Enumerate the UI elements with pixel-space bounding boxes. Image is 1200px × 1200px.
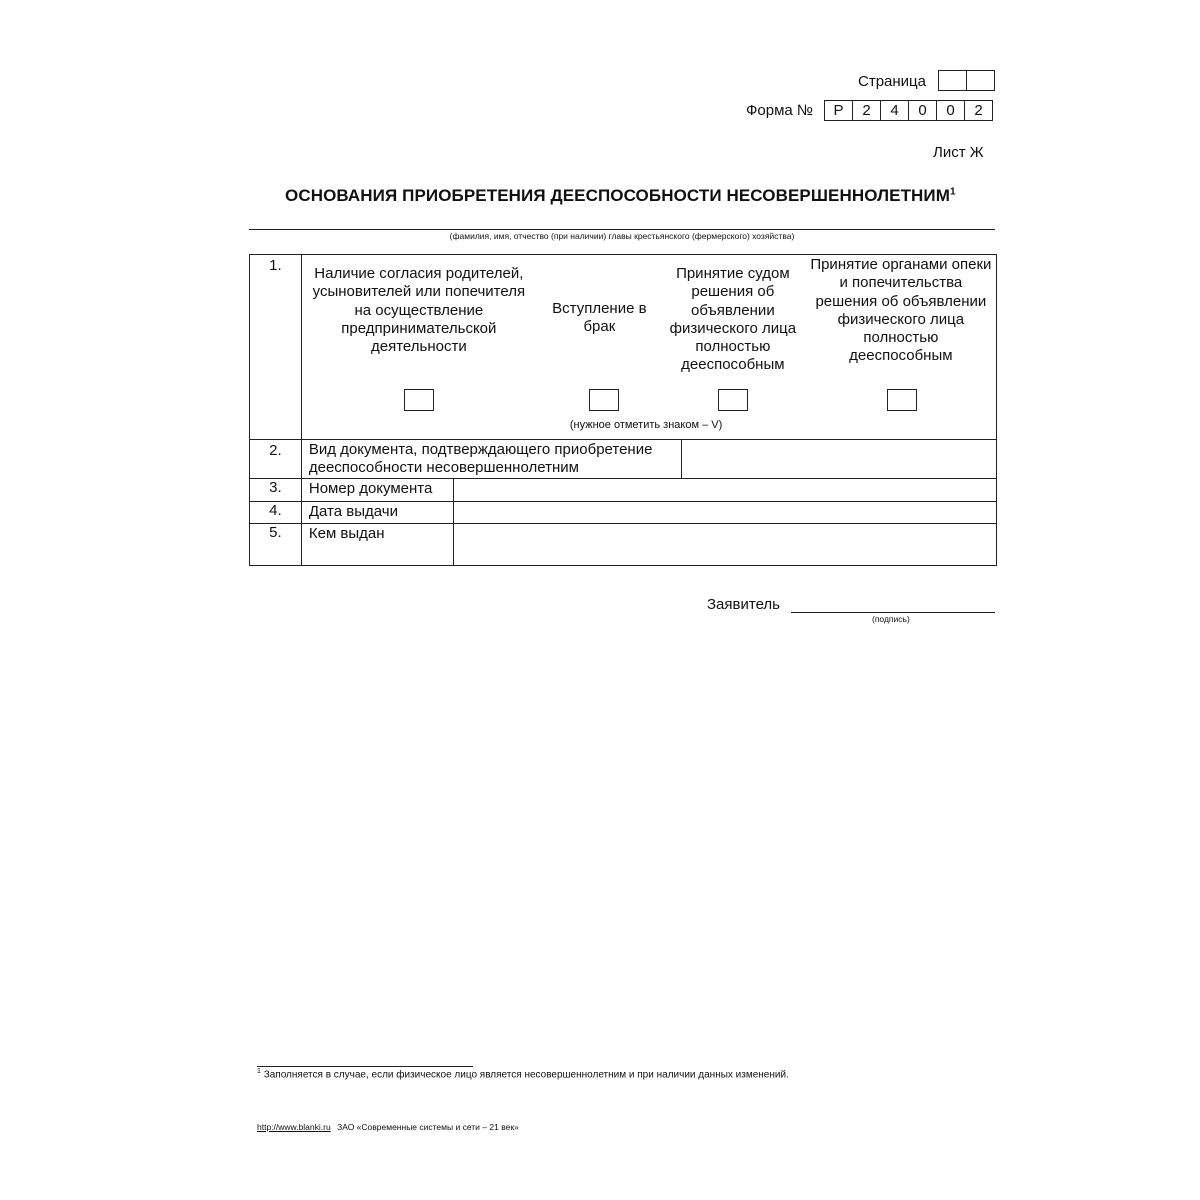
option-marriage: Вступление в брак bbox=[552, 300, 647, 336]
footer-company: ЗАО «Современные системы и сети – 21 век» bbox=[337, 1122, 519, 1132]
checkbox-parental-consent[interactable] bbox=[404, 389, 434, 411]
footer-link[interactable]: http://www.blanki.ru bbox=[257, 1122, 331, 1132]
page-cell[interactable] bbox=[938, 70, 967, 91]
table-row bbox=[250, 479, 997, 502]
form-cell: 2 bbox=[964, 100, 993, 121]
title-text: ОСНОВАНИЯ ПРИОБРЕТЕНИЯ ДЕЕСПОСОБНОСТИ НЕСОВЕРШЕННОЛЕТНИМ bbox=[285, 186, 951, 205]
footnote-mark: 1 bbox=[257, 1068, 261, 1075]
document-type-field[interactable] bbox=[682, 440, 997, 479]
row-number: 4. bbox=[250, 502, 302, 524]
page-label: Страница bbox=[858, 73, 926, 90]
row-number: 5. bbox=[250, 524, 302, 566]
document-number-label: Номер документа bbox=[301, 479, 453, 502]
issue-date-label: Дата выдачи bbox=[301, 502, 453, 524]
form-cell: 0 bbox=[936, 100, 965, 121]
issue-date-field[interactable] bbox=[453, 502, 996, 524]
document-number-field[interactable] bbox=[453, 479, 996, 502]
page-title bbox=[285, 186, 956, 206]
basis-table bbox=[249, 254, 997, 566]
form-cell: 2 bbox=[852, 100, 881, 121]
row-number: 1. bbox=[250, 255, 302, 440]
option-guardianship-decision: Принятие органами опеки и попечительства решения об объявлении физического лица полностью дееспособным bbox=[810, 256, 992, 365]
checkbox-guardianship-decision[interactable] bbox=[887, 389, 917, 411]
signature-caption: (подпись) bbox=[872, 614, 910, 624]
footnote bbox=[257, 1068, 789, 1080]
checkbox-court-decision[interactable] bbox=[718, 389, 748, 411]
form-cell: Р bbox=[824, 100, 853, 121]
footnote-divider bbox=[257, 1066, 473, 1067]
options-cell bbox=[301, 255, 996, 440]
table-row bbox=[250, 502, 997, 524]
form-number-cells bbox=[824, 100, 993, 121]
checkbox-marriage[interactable] bbox=[589, 389, 619, 411]
page-number-cells bbox=[938, 70, 995, 91]
applicant-label: Заявитель bbox=[707, 596, 780, 613]
table-row bbox=[250, 524, 997, 566]
issued-by-label: Кем выдан bbox=[301, 524, 453, 566]
check-note: (нужное отметить знаком – V) bbox=[569, 419, 723, 431]
sheet-label: Лист Ж bbox=[933, 144, 984, 161]
signature-line[interactable] bbox=[791, 612, 995, 613]
option-parental-consent: Наличие согласия родителей, усыновителей или попечителя на осуществление предпринимательской деятельности bbox=[312, 265, 526, 356]
row-number: 3. bbox=[250, 479, 302, 502]
option-court-decision: Принятие судом решения об объявлении физического лица полностью дееспособным bbox=[669, 265, 797, 374]
form-cell: 4 bbox=[880, 100, 909, 121]
title-footnote-mark: 1 bbox=[950, 186, 956, 198]
page-cell[interactable] bbox=[966, 70, 995, 91]
form-cell: 0 bbox=[908, 100, 937, 121]
document-type-label: Вид документа, подтверждающего приобретение дееспособности несовершеннолетним bbox=[301, 440, 681, 479]
form-label: Форма № bbox=[746, 102, 814, 119]
footnote-text: Заполняется в случае, если физическое лицо является несовершеннолетним и при наличии данных изменений. bbox=[263, 1069, 789, 1081]
name-line-caption: (фамилия, имя, отчество (при наличии) главы крестьянского (фермерского) хозяйства) bbox=[449, 231, 795, 241]
issued-by-field[interactable] bbox=[453, 524, 996, 566]
table-row bbox=[250, 255, 997, 440]
name-line bbox=[249, 229, 995, 230]
table-row bbox=[250, 440, 997, 479]
footer bbox=[257, 1122, 519, 1132]
row-number: 2. bbox=[250, 440, 302, 479]
